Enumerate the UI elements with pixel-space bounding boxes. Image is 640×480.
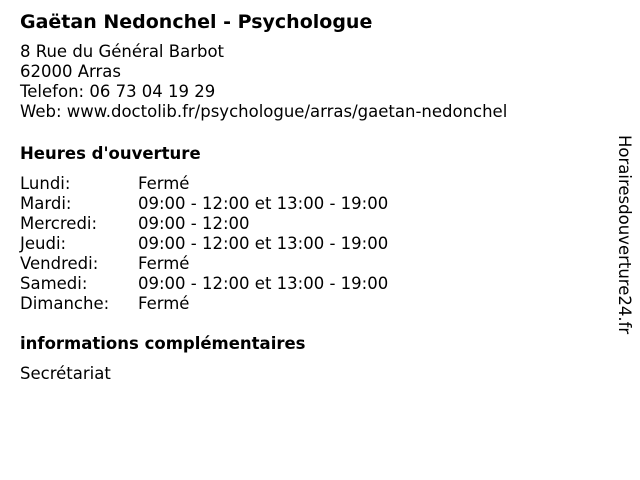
business-card xyxy=(20,10,600,384)
address-street: 8 Rue du Général Barbot xyxy=(20,42,225,61)
info-title: informations complémentaires xyxy=(20,334,306,353)
hours-title: Heures d'ouverture xyxy=(20,144,201,163)
hours-value: Fermé xyxy=(138,254,190,273)
business-name: Gaëtan Nedonchel - Psychologue xyxy=(20,11,373,33)
hours-row-lundi xyxy=(20,174,600,194)
address-city: 62000 Arras xyxy=(20,62,122,81)
contact-block xyxy=(20,42,600,122)
hours-row-vendredi xyxy=(20,254,600,274)
day-label: Dimanche: xyxy=(20,294,110,313)
hours-row-mardi xyxy=(20,194,600,214)
hours-value: 09:00 - 12:00 xyxy=(138,214,250,233)
hours-row-dimanche xyxy=(20,294,600,314)
hours-value: Fermé xyxy=(138,174,190,193)
hours-value: Fermé xyxy=(138,294,190,313)
day-label: Jeudi: xyxy=(20,234,67,253)
hours-value: 09:00 - 12:00 et 13:00 - 19:00 xyxy=(138,194,389,213)
watermark-text: Horairesdouverture24.fr xyxy=(615,135,634,335)
hours-row-samedi xyxy=(20,274,600,294)
hours-value: 09:00 - 12:00 et 13:00 - 19:00 xyxy=(138,274,389,293)
day-label: Lundi: xyxy=(20,174,71,193)
hours-row-mercredi xyxy=(20,214,600,234)
day-label: Mercredi: xyxy=(20,214,98,233)
info-text: Secrétariat xyxy=(20,364,111,383)
day-label: Samedi: xyxy=(20,274,88,293)
phone-number: Telefon: 06 73 04 19 29 xyxy=(20,82,216,101)
hours-list xyxy=(20,174,600,314)
website: Web: www.doctolib.fr/psychologue/arras/gaetan-nedonchel xyxy=(20,102,508,121)
day-label: Mardi: xyxy=(20,194,72,213)
hours-row-jeudi xyxy=(20,234,600,254)
hours-value: 09:00 - 12:00 et 13:00 - 19:00 xyxy=(138,234,389,253)
day-label: Vendredi: xyxy=(20,254,99,273)
